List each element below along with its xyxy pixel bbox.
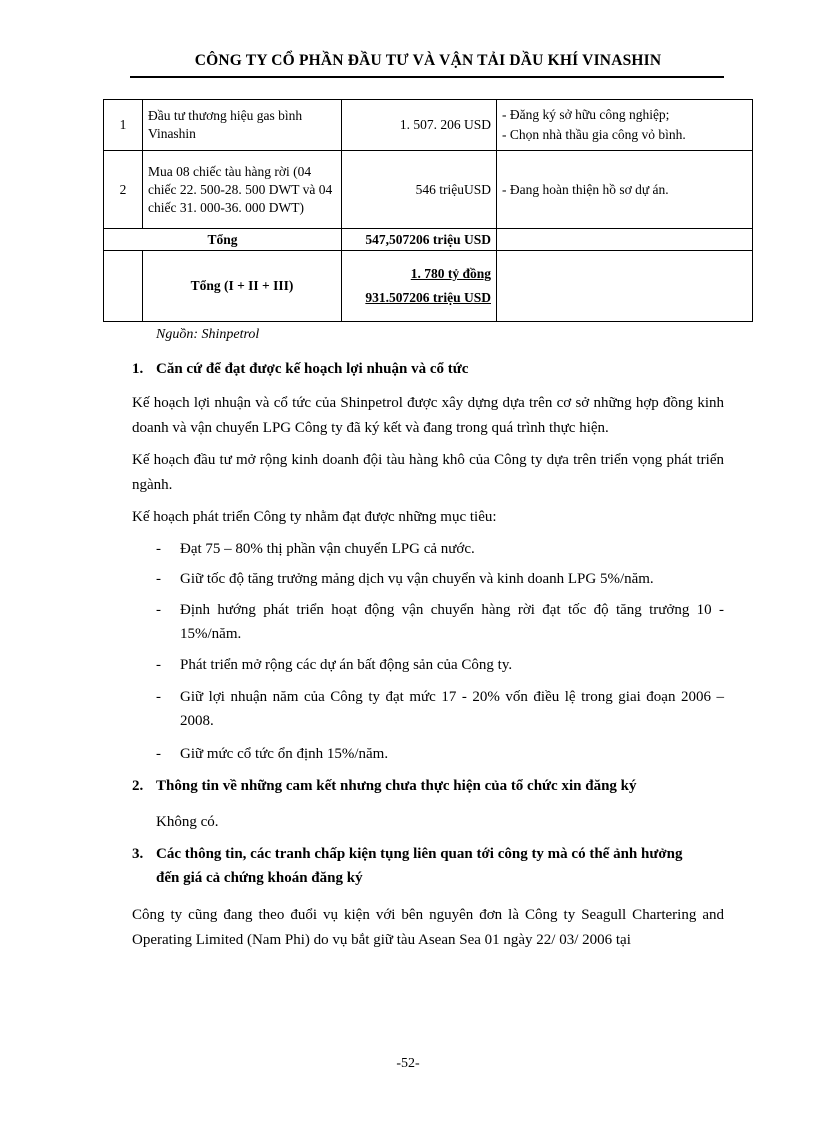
paragraph-fleet-expansion: Kế hoạch đầu tư mở rộng kinh doanh đội tàu hàng khô của Công ty dựa trên triển vọng phát triển ngành. bbox=[132, 452, 724, 493]
row-notes bbox=[497, 100, 753, 151]
paragraph-lawsuit: Công ty cũng đang theo đuổi vụ kiện với bên nguyên đơn là Công ty Seagull Chartering and Operating Limited (Nam Phi) do vụ bắt giữ tàu Asean Sea 01 ngày 22/ 03/ 2006 tại bbox=[132, 907, 724, 948]
row-project-name: Mua 08 chiếc tàu hàng rời (04 chiếc 22. 500-28. 500 DWT và 04 chiếc 31. 000-36. 000 DWT) bbox=[143, 151, 342, 229]
row-value: 546 triệuUSD bbox=[342, 151, 497, 229]
list-item-text: Đạt 75 – 80% thị phần vận chuyển LPG cả nước. bbox=[180, 541, 475, 557]
page-number: -52- bbox=[396, 1056, 420, 1071]
table-source: Nguồn: Shinpetrol bbox=[156, 327, 260, 342]
list-item bbox=[156, 653, 724, 677]
section-number: 3. bbox=[132, 846, 144, 862]
list-item bbox=[156, 742, 724, 766]
section-number: 1. bbox=[132, 361, 144, 377]
paragraph-goals-intro: Kế hoạch phát triển Công ty nhằm đạt được những mục tiêu: bbox=[132, 509, 497, 525]
list-item-text: Giữ mức cổ tức ổn định 15%/năm. bbox=[180, 746, 389, 762]
paragraph-profit-basis: Kế hoạch lợi nhuận và cổ tức của Shinpetrol được xây dựng dựa trên cơ sở những hợp đồng kinh doanh và vận chuyển LPG Công ty đã ký kết và đang trong quá trình thực hiện. bbox=[132, 395, 724, 436]
list-item-text: Giữ tốc độ tăng trưởng mảng dịch vụ vận chuyển và kinh doanh LPG 5%/năm. bbox=[180, 571, 654, 587]
list-item-text: Phát triển mở rộng các dự án bất động sản của Công ty. bbox=[180, 657, 513, 673]
list-dash: - bbox=[156, 571, 161, 587]
list-item bbox=[156, 537, 724, 561]
list-dash: - bbox=[156, 541, 161, 557]
page-header-title: CÔNG TY CỔ PHẦN ĐẦU TƯ VÀ VẬN TẢI DẦU KHÍ VINASHIN bbox=[194, 52, 662, 69]
list-dash: - bbox=[156, 602, 161, 618]
total-row bbox=[104, 229, 753, 251]
list-item bbox=[156, 685, 724, 733]
grand-total-value bbox=[342, 251, 497, 322]
grand-total-value-usd: 931.507206 triệu USD bbox=[365, 290, 491, 305]
section-heading-1 bbox=[132, 361, 732, 383]
row-notes bbox=[497, 151, 753, 229]
row-value: 1. 507. 206 USD bbox=[342, 100, 497, 151]
grand-total-notes bbox=[497, 251, 753, 322]
list-dash: - bbox=[156, 657, 161, 673]
total-notes bbox=[497, 229, 753, 251]
list-item-text: Giữ lợi nhuận năm của Công ty đạt mức 17 - 20% vốn điều lệ trong giai đoạn 2006 – 2008. bbox=[180, 689, 724, 729]
section-heading-3 bbox=[132, 846, 732, 892]
paragraph-no-commitments: Không có. bbox=[156, 814, 219, 830]
total-label: Tổng bbox=[104, 229, 342, 251]
row-note: - Đang hoàn thiện hồ sơ dự án. bbox=[502, 181, 669, 197]
grand-total-row bbox=[104, 251, 753, 322]
section-heading-2 bbox=[132, 778, 732, 800]
row-note: - Chọn nhà thầu gia công vỏ bình. bbox=[502, 127, 686, 142]
table-row bbox=[104, 151, 753, 229]
list-item bbox=[156, 598, 724, 646]
section-title: Căn cứ để đạt được kế hoạch lợi nhuận và cổ tức bbox=[156, 361, 469, 377]
grand-total-empty-cell bbox=[104, 251, 143, 322]
list-dash: - bbox=[156, 689, 161, 705]
header-rule bbox=[130, 76, 724, 78]
table-row bbox=[104, 100, 753, 151]
row-number: 1 bbox=[104, 100, 143, 151]
row-number: 2 bbox=[104, 151, 143, 229]
section-title-continued: đến giá cả chứng khoán đăng ký bbox=[156, 870, 363, 886]
investment-table bbox=[103, 99, 753, 322]
total-value: 547,507206 triệu USD bbox=[342, 229, 497, 251]
list-item-text: Định hướng phát triển hoạt động vận chuyển hàng rời đạt tốc độ tăng trưởng 10 - 15%/năm. bbox=[180, 602, 724, 642]
section-number: 2. bbox=[132, 778, 144, 794]
list-item bbox=[156, 567, 724, 591]
list-dash: - bbox=[156, 746, 161, 762]
grand-total-value-vnd: 1. 780 tỷ đồng bbox=[410, 266, 491, 281]
grand-total-label: Tổng (I + II + III) bbox=[143, 251, 342, 322]
row-project-name: Đầu tư thương hiệu gas bình Vinashin bbox=[143, 100, 342, 151]
section-title: Các thông tin, các tranh chấp kiện tụng liên quan tới công ty mà có thể ảnh hưởng bbox=[156, 846, 683, 862]
section-title: Thông tin về những cam kết nhưng chưa thực hiện của tổ chức xin đăng ký bbox=[156, 778, 637, 794]
row-note: - Đăng ký sở hữu công nghiệp; bbox=[502, 107, 670, 122]
